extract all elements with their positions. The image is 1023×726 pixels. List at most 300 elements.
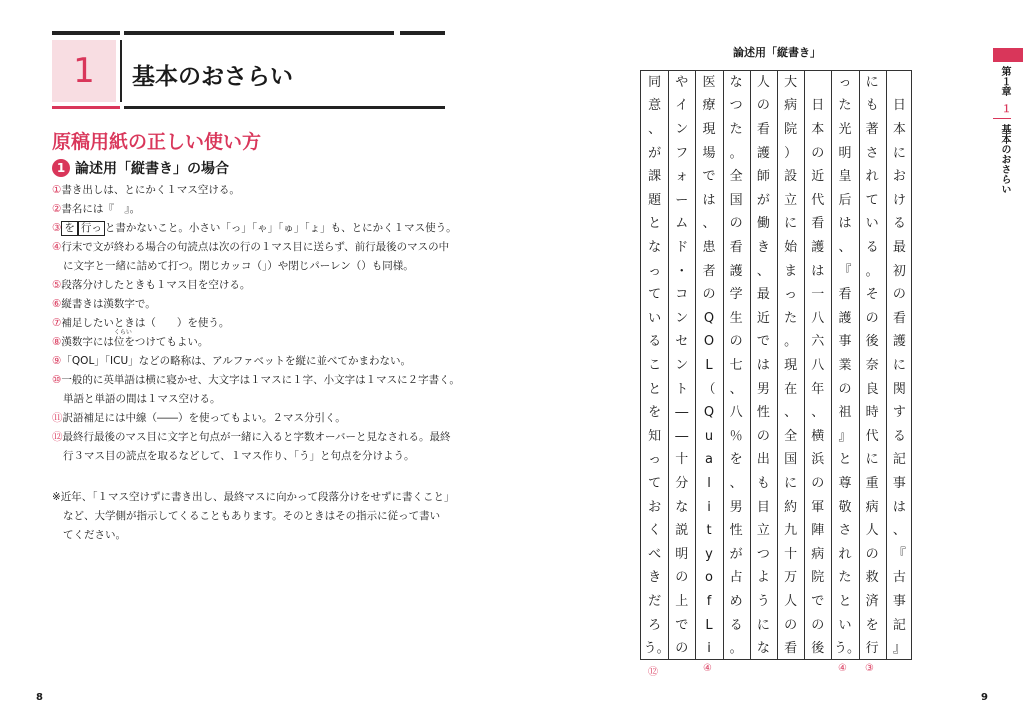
grid-cell: の — [756, 98, 770, 114]
rule-line — [52, 182, 240, 197]
grid-cell: 設 — [784, 169, 798, 185]
grid-cell: Q — [703, 405, 715, 421]
grid-cell: の — [675, 570, 689, 586]
rule-line — [52, 277, 250, 292]
top-rule-left — [52, 31, 120, 35]
grid-cell: 』 — [838, 428, 852, 444]
grid-cell: も — [865, 98, 879, 114]
grid-cell: 事 — [838, 334, 852, 350]
note-line: など、大学側が指示してくることもあります。そのときはその指示に従って書い — [63, 510, 441, 522]
grid-cell: 性 — [729, 523, 743, 539]
grid-cell: 学 — [729, 287, 743, 303]
grid-cell: 祖 — [838, 405, 852, 421]
grid-cell: が — [648, 145, 662, 161]
grid-cell: と — [648, 381, 662, 397]
grid-cell: き — [648, 570, 662, 586]
grid-cell: 、 — [784, 405, 798, 421]
rule-text-pre: 漢数字には — [61, 336, 114, 348]
grid-cell: 、 — [892, 523, 906, 539]
grid-cell: イ — [675, 98, 689, 114]
grid-column-line — [831, 71, 832, 659]
grid-cell: ま — [784, 263, 798, 279]
grid-cell: 意 — [648, 98, 662, 114]
grid-cell: 万 — [784, 570, 798, 586]
grid-cell: な — [675, 499, 689, 515]
grid-cell: き — [756, 240, 770, 255]
grid-cell: 近 — [811, 169, 825, 185]
grid-cell: の — [811, 617, 825, 633]
grid-cell: 護 — [811, 240, 825, 255]
grid-cell: が — [756, 192, 770, 208]
grid-cell: 光 — [838, 122, 852, 137]
grid-cell: 日 — [811, 98, 825, 114]
grid-cell: ・ — [675, 263, 689, 279]
grid-cell: は — [811, 263, 825, 279]
grid-cell: よ — [756, 570, 770, 586]
grid-cell: と — [838, 594, 852, 609]
grid-cell: 性 — [756, 405, 770, 421]
note-line: ※近年、「１マス空けずに書き出し、最終マスに向かって段落分けをせずに書くこと」 — [52, 491, 455, 503]
grid-cell: 護 — [838, 310, 852, 326]
grid-cell: で — [811, 594, 825, 609]
bottom-mark-1: ⑫ — [648, 667, 658, 678]
grid-cell: く — [648, 523, 662, 539]
grid-cell: a — [705, 452, 713, 468]
grid-cell: う。 — [643, 641, 670, 657]
rule-text: 「QOL」「ICU」などの略称は、アルファベットを縦に並べてかまわない。 — [61, 355, 412, 367]
grid-cell: 知 — [648, 428, 662, 444]
grid-cell: 院 — [811, 570, 825, 586]
grid-cell: 立 — [756, 523, 770, 539]
grid-cell: 看 — [756, 122, 770, 137]
grid-cell: 六 — [811, 334, 825, 350]
chapter-number: 1 — [73, 51, 95, 91]
grid-cell: 在 — [784, 381, 798, 397]
ruby-text: くらい — [113, 329, 132, 336]
grid-cell: O — [703, 334, 715, 350]
page-number-left: 8 — [36, 692, 43, 703]
grid-cell: 関 — [892, 381, 906, 397]
grid-cell: 病 — [784, 98, 798, 114]
grid-cell: 軍 — [811, 499, 825, 515]
grid-cell: ム — [675, 216, 689, 232]
grid-cell: に — [865, 452, 879, 468]
grid-cell: 敬 — [838, 499, 852, 515]
grid-cell: て — [648, 287, 662, 303]
grid-cell: 。 — [784, 334, 798, 350]
grid-cell: 場 — [702, 145, 716, 161]
grid-cell: 。 — [729, 145, 743, 161]
grid-cell: の — [729, 334, 743, 350]
grid-cell: 明 — [838, 145, 852, 161]
grid-cell: 始 — [784, 240, 798, 255]
grid-cell: う — [756, 594, 770, 609]
grid-cell — [888, 73, 910, 93]
grid-cell: さ — [865, 145, 879, 161]
rule-line — [52, 239, 449, 254]
example-box: 行っ — [78, 221, 105, 236]
grid-cell: た — [838, 98, 852, 114]
grid-cell: u — [704, 428, 714, 444]
grid-cell: 病 — [811, 546, 825, 562]
grid-cell: は — [838, 216, 852, 232]
grid-cell: 、 — [838, 240, 852, 255]
grid-cell: 年 — [811, 381, 825, 397]
grid-cell: の — [811, 476, 825, 491]
grid-cell: て — [865, 192, 879, 208]
grid-cell: ン — [675, 310, 689, 326]
rule-number: ② — [52, 203, 62, 215]
grid-cell: 浜 — [811, 452, 825, 468]
grid-cell: は — [702, 192, 716, 208]
grid-cell: L — [705, 617, 713, 633]
grid-cell: の — [675, 641, 689, 657]
note-line: てください。 — [63, 529, 126, 541]
grid-cell: i — [707, 641, 711, 657]
grid-cell: る — [892, 428, 906, 444]
grid-cell: 代 — [865, 428, 879, 444]
grid-cell: 近 — [756, 310, 770, 326]
grid-cell: け — [892, 192, 906, 208]
grid-cell: 護 — [756, 145, 770, 161]
rule-text: 補足したいときは（ ）を使う。 — [61, 317, 230, 329]
rule-text: 一般的に英単語は横に寝かせ、大文字は１マスに１字、小文字は１マスに２字書く。 — [61, 374, 460, 386]
grid-cell: 代 — [811, 192, 825, 208]
rule-text: 書き出しは、とにかく１マス空ける。 — [61, 184, 240, 196]
grid-cell: ン — [675, 122, 689, 137]
rule-line — [52, 410, 346, 425]
grid-cell: る — [648, 334, 662, 350]
rule-line — [52, 296, 156, 311]
subsection-title: 論述用「縦書き」の場合 — [75, 161, 229, 177]
grid-cell: 現 — [702, 122, 716, 137]
grid-cell: 院 — [784, 122, 798, 137]
grid-cell: 看 — [784, 641, 798, 657]
grid-cell: を — [648, 405, 662, 421]
side-divider — [993, 118, 1011, 119]
grid-cell: の — [729, 216, 743, 232]
grid-cell: ） — [784, 145, 798, 161]
grid-cell: っ — [648, 263, 662, 279]
grid-cell: い — [865, 216, 879, 232]
grid-cell: l — [707, 476, 711, 491]
grid-cell: の — [865, 310, 879, 326]
rule-number: ⑤ — [52, 279, 62, 291]
grid-cell: を — [865, 617, 879, 633]
grid-column-line — [695, 71, 696, 659]
bottom-mark-2: ④ — [703, 663, 712, 674]
grid-cell: コ — [675, 287, 689, 303]
grid-cell: の — [892, 287, 906, 303]
rule-text: に文字と一緒に詰めて打つ。閉じカッコ（」）や閉じパーレン（）も同様。 — [63, 260, 414, 272]
grid-cell: ド — [675, 240, 689, 255]
grid-column-line — [859, 71, 860, 659]
grid-cell: べ — [648, 546, 662, 562]
grid-cell: L — [705, 358, 713, 373]
grid-cell: っ — [784, 287, 798, 303]
rule-text: をつけてもよい。 — [124, 336, 209, 348]
grid-cell: 七 — [729, 358, 743, 373]
grid-cell: る — [729, 617, 743, 633]
rule-number: ⑦ — [52, 317, 62, 329]
grid-cell: 初 — [892, 263, 906, 279]
grid-cell: ろ — [648, 617, 662, 633]
grid-cell: 現 — [784, 358, 798, 373]
grid-cell: 救 — [865, 570, 879, 586]
grid-cell: に — [865, 74, 879, 90]
grid-cell: な — [729, 74, 743, 90]
grid-cell: ％ — [729, 428, 743, 444]
grid-cell: 師 — [756, 169, 770, 185]
manuscript-grid — [640, 70, 912, 660]
grid-cell: と — [648, 216, 662, 232]
rule-line — [63, 391, 221, 406]
grid-cell: 人 — [756, 74, 770, 90]
rule-line — [52, 353, 411, 368]
grid-cell: 全 — [729, 169, 743, 185]
grid-cell: ト — [675, 381, 689, 397]
grid-cell: が — [729, 546, 743, 562]
grid-cell: f — [706, 594, 712, 609]
grid-cell: 事 — [892, 476, 906, 491]
grid-cell: 占 — [729, 570, 743, 586]
grid-cell: 約 — [784, 499, 798, 515]
grid-cell: o — [705, 570, 713, 586]
rule-text: 単語と単語の間は１マス空ける。 — [63, 393, 221, 405]
rule-number: ③ — [52, 222, 62, 234]
grid-cell: 事 — [892, 594, 906, 609]
subsection-number: 1 — [52, 159, 70, 177]
grid-cell: 八 — [811, 310, 825, 326]
chapter-underline — [124, 106, 445, 109]
grid-cell: 記 — [892, 452, 906, 468]
grid-cell: さ — [838, 523, 852, 539]
grid-cell: 本 — [892, 122, 906, 137]
grid-cell: 奈 — [865, 358, 879, 373]
grid-column-line — [750, 71, 751, 659]
grid-cell: ― — [675, 405, 689, 421]
grid-cell: 『 — [838, 263, 852, 279]
rule-number: ⑪ — [52, 412, 63, 424]
grid-cell: 国 — [729, 192, 743, 208]
grid-cell: 大 — [784, 74, 798, 90]
grid-cell: t — [706, 523, 712, 539]
grid-cell: 、 — [729, 381, 743, 397]
grid-cell: 、 — [702, 216, 716, 232]
rule-line — [63, 258, 414, 273]
grid-cell: 人 — [784, 594, 798, 609]
grid-cell: っ — [838, 74, 852, 90]
grid-cell: 八 — [729, 405, 743, 421]
grid-cell: 時 — [865, 405, 879, 421]
grid-cell: な — [756, 641, 770, 657]
grid-cell: 国 — [784, 452, 798, 468]
grid-cell: も — [756, 476, 770, 491]
grid-cell: 立 — [784, 192, 798, 208]
rule-text: と書かないこと。小さい「っ」「ゃ」「ゅ」「ょ」も、とにかく１マス使う。 — [104, 222, 457, 234]
grid-cell: 重 — [865, 476, 879, 491]
grid-cell: 日 — [892, 98, 906, 114]
grid-cell: ォ — [675, 169, 689, 185]
grid-cell: て — [648, 476, 662, 491]
grid-cell: 横 — [811, 428, 825, 444]
grid-cell: っ — [648, 452, 662, 468]
grid-cell: 男 — [729, 499, 743, 515]
grid-column-line — [723, 71, 724, 659]
grid-cell: だ — [648, 594, 662, 609]
grid-cell: う。 — [834, 641, 861, 657]
grid-column-line — [886, 71, 887, 659]
grid-cell: 働 — [756, 216, 770, 232]
grid-cell — [807, 73, 829, 93]
rule-number: ④ — [52, 241, 62, 253]
rule-number: ⑩ — [52, 374, 62, 386]
rule-text: 訳語補足には中線（――）を使ってもよい。２マス分引く。 — [62, 412, 346, 424]
rule-number: ⑧ — [52, 336, 62, 348]
grid-cell: 医 — [702, 74, 716, 90]
grid-cell: た — [729, 122, 743, 137]
grid-cell: 済 — [865, 594, 879, 609]
rule-text: 行末で文が終わる場合の句読点は次の行の１マス目に送らず、前行最後のマスの中 — [61, 241, 450, 253]
grid-cell: 行 — [865, 641, 879, 657]
grid-cell: 人 — [865, 523, 879, 539]
grid-cell: れ — [838, 546, 852, 562]
grid-cell: 十 — [784, 546, 798, 562]
grid-cell: 古 — [892, 570, 906, 586]
grid-cell: 分 — [675, 476, 689, 491]
grid-title: 論述用「縦書き」 — [733, 46, 821, 59]
rule-line — [52, 329, 209, 349]
grid-cell: そ — [865, 287, 879, 303]
grid-cell: 目 — [756, 499, 770, 515]
grid-cell: た — [838, 570, 852, 586]
grid-cell: た — [784, 310, 798, 326]
grid-cell: 療 — [702, 98, 716, 114]
grid-cell: 九 — [784, 523, 798, 539]
rule-line — [52, 315, 229, 330]
grid-cell: お — [892, 169, 906, 185]
grid-cell: 護 — [729, 263, 743, 279]
grid-cell: を — [729, 452, 743, 468]
section-title: 原稿用紙の正しい使い方 — [52, 131, 262, 153]
rule-number: ① — [52, 184, 62, 196]
grid-cell: ン — [675, 358, 689, 373]
grid-cell: の — [811, 145, 825, 161]
grid-cell: 全 — [784, 428, 798, 444]
grid-cell: お — [648, 499, 662, 515]
grid-cell: 課 — [648, 169, 662, 185]
grid-cell: 患 — [702, 240, 716, 255]
grid-cell: 男 — [756, 381, 770, 397]
grid-cell: で — [756, 334, 770, 350]
rule-number: ⑫ — [52, 431, 63, 443]
rule-line — [63, 448, 415, 463]
grid-cell: 。 — [865, 263, 879, 279]
grid-cell: つ — [756, 546, 770, 562]
grid-cell: で — [702, 169, 716, 185]
grid-cell: 皇 — [838, 169, 852, 185]
ruby-base: 位 — [113, 336, 125, 348]
grid-cell: の — [756, 428, 770, 444]
chapter-number-box — [52, 40, 116, 102]
grid-cell: 、 — [811, 405, 825, 421]
rule-line — [52, 429, 450, 444]
grid-cell: で — [675, 617, 689, 633]
grid-cell: に — [784, 216, 798, 232]
grid-cell: 本 — [811, 122, 825, 137]
grid-cell: 后 — [838, 192, 852, 208]
chapter-divider — [120, 40, 122, 102]
grid-cell: 記 — [892, 617, 906, 633]
grid-cell: に — [756, 617, 770, 633]
grid-cell: と — [838, 452, 852, 468]
grid-column-line — [804, 71, 805, 659]
grid-cell: 業 — [838, 358, 852, 373]
grid-cell: 、 — [756, 263, 770, 279]
grid-cell: に — [892, 145, 906, 161]
grid-cell: 看 — [811, 216, 825, 232]
grid-cell: の — [865, 546, 879, 562]
bottom-mark-4: ③ — [865, 663, 874, 674]
rule-text: 行３マス目の読点を取るなどして、１マス作り、「う」と句点を分けよう。 — [63, 450, 415, 462]
grid-cell: ― — [675, 428, 689, 444]
grid-cell: フ — [675, 145, 689, 161]
grid-cell: や — [675, 74, 689, 90]
grid-cell: 同 — [648, 74, 662, 90]
grid-cell: y — [705, 546, 713, 562]
page-number-right: 9 — [981, 692, 988, 703]
rule-line — [52, 372, 460, 387]
grid-cell: こ — [648, 358, 662, 373]
grid-cell: （ — [702, 381, 716, 397]
grid-cell: 最 — [892, 240, 906, 255]
grid-cell: な — [648, 240, 662, 255]
grid-cell: 護 — [892, 334, 906, 350]
grid-cell: 者 — [702, 263, 716, 279]
grid-cell: セ — [675, 334, 689, 350]
chapter-tab — [993, 48, 1023, 62]
grid-cell: い — [648, 310, 662, 326]
grid-cell: 良 — [865, 381, 879, 397]
grid-cell: す — [892, 405, 906, 421]
grid-column-line — [668, 71, 669, 659]
side-title: 基本のおさらい — [999, 124, 1010, 194]
grid-cell: Q — [703, 310, 715, 326]
grid-cell: 著 — [865, 122, 879, 137]
grid-cell: つ — [729, 98, 743, 114]
grid-cell: ー — [675, 192, 689, 208]
grid-cell: め — [729, 594, 743, 609]
grid-column-line — [777, 71, 778, 659]
rule-line — [52, 220, 457, 236]
ruby-word — [113, 329, 132, 349]
rule-text: 段落分けしたときも１マス目を空ける。 — [61, 279, 251, 291]
grid-cell: の — [702, 287, 716, 303]
grid-cell: 十 — [675, 452, 689, 468]
rule-line — [52, 201, 140, 216]
grid-cell: の — [838, 381, 852, 397]
bottom-mark-3: ④ — [838, 663, 847, 674]
grid-cell: 看 — [838, 287, 852, 303]
grid-cell: 生 — [729, 310, 743, 326]
grid-cell: 題 — [648, 192, 662, 208]
grid-cell: i — [707, 499, 711, 515]
rule-number: ⑥ — [52, 298, 62, 310]
grid-cell: る — [892, 216, 906, 232]
grid-cell: 陣 — [811, 523, 825, 539]
grid-cell: る — [865, 240, 879, 255]
grid-cell: に — [784, 476, 798, 491]
